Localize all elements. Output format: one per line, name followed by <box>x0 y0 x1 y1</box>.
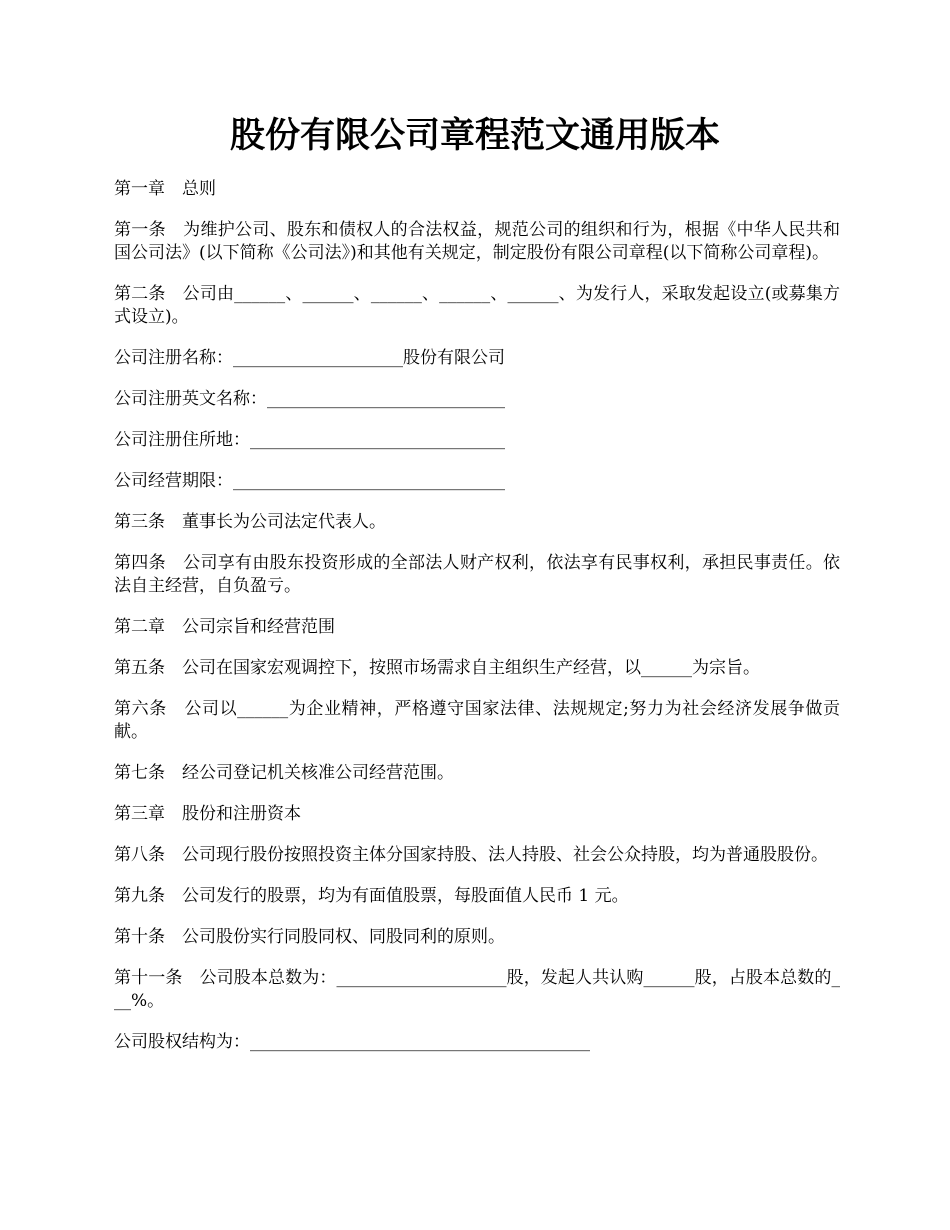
article-6: 第六条 公司以______为企业精神，严格遵守国家法律、法规规定;努力为社会经济发展争做贡献。 <box>114 699 840 742</box>
document-title: 股份有限公司章程范文通用版本 <box>229 116 720 156</box>
article-4: 第四条 公司享有由股东投资形成的全部法人财产权利，依法享有民事权利，承担民事责任。依法自主经营，自负盈亏。 <box>114 553 840 596</box>
equity-structure-line: 公司股权结构为：________________________________________ <box>114 1032 590 1052</box>
registered-address-line: 公司注册住所地：______________________________ <box>114 430 505 450</box>
article-5: 第五条 公司在国家宏观调控下，按照市场需求自主组织生产经营，以______为宗旨。 <box>114 658 760 678</box>
chapter-3-heading: 第三章 股份和注册资本 <box>114 804 301 824</box>
article-2: 第二条 公司由______、______、______、______、______、为发行人，采取发起设立(或募集方式设立)。 <box>114 284 840 327</box>
article-7: 第七条 经公司登记机关核准公司经营范围。 <box>114 763 454 783</box>
registered-name-line: 公司注册名称：____________________股份有限公司 <box>114 348 505 368</box>
article-11: 第十一条 公司股本总数为：____________________股，发起人共认购______股，占股本总数的___%。 <box>114 968 840 1011</box>
article-8: 第八条 公司现行股份按照投资主体分国家持股、法人持股、社会公众持股，均为普通股股份。 <box>114 845 828 865</box>
operating-term-line: 公司经营期限：________________________________ <box>114 471 505 491</box>
chapter-2-heading: 第二章 公司宗旨和经营范围 <box>114 617 335 637</box>
document-body <box>114 178 840 1072</box>
article-9: 第九条 公司发行的股票，均为有面值股票，每股面值人民币 1 元。 <box>114 886 629 906</box>
article-10: 第十条 公司股份实行同股同权、同股同利的原则。 <box>114 927 505 947</box>
article-3: 第三条 董事长为公司法定代表人。 <box>114 512 386 532</box>
article-1: 第一条 为维护公司、股东和债权人的合法权益，规范公司的组织和行为，根据《中华人民共和国公司法》(以下简称《公司法》)和其他有关规定，制定股份有限公司章程(以下简称公司章程)。 <box>114 220 840 263</box>
registered-english-name-line: 公司注册英文名称：____________________________ <box>114 389 505 409</box>
chapter-1-heading: 第一章 总则 <box>114 179 216 199</box>
